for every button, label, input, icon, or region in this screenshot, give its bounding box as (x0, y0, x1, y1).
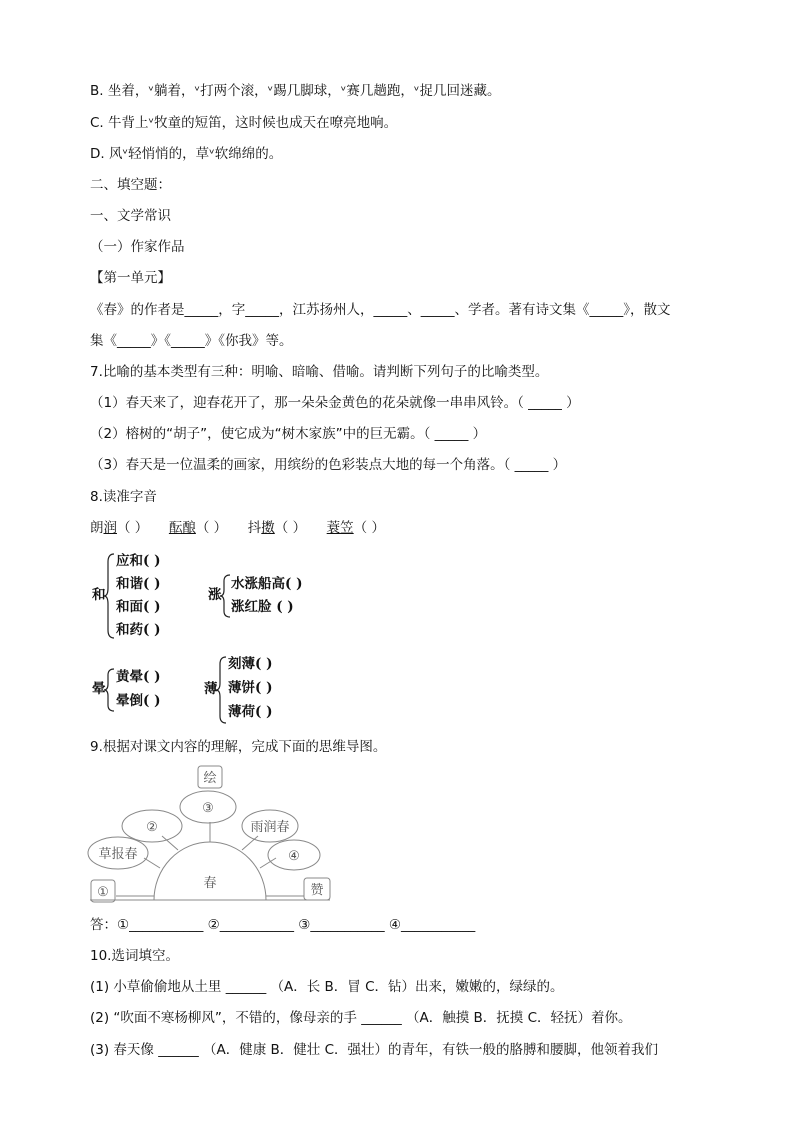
question-9: 9.根据对课文内容的理解，完成下面的思维导图。 (90, 739, 387, 755)
bracket-bao-char: 薄 (204, 681, 218, 697)
section-fill-blank: 二、填空题： (90, 177, 171, 193)
question-7: 7.比喻的基本类型有三种：明喻、暗喻、借喻。请判断下列句子的比喻类型。 (90, 364, 549, 380)
author-line-1: 《春》的作者是_____，字_____，江苏扬州人，_____、_____、学者。著有诗文集《_____》，散文 (90, 302, 671, 318)
word-3a: 抖 (247, 520, 262, 536)
mind-map-n2: ② (146, 820, 158, 835)
blank-2: （ ） (195, 520, 228, 536)
mind-map-center-label: 春 (203, 876, 217, 891)
bracket-yun-char: 晕 (92, 681, 106, 697)
subsection-works: （一）作家作品 (90, 239, 185, 255)
bracket-bao-item-1: 刻薄( ) (228, 656, 273, 672)
bracket-zhang-item-1: 水涨船高( ) (231, 576, 303, 592)
question-8: 8.读准字音 (90, 489, 157, 505)
mind-map-n4: ④ (288, 849, 300, 864)
word-1a: 朗 (90, 520, 104, 536)
bracket-he-char: 和 (92, 587, 106, 603)
option-d: D. 风ᵛ轻悄悄的，草ᵛ软绵绵的。 (90, 146, 283, 162)
author-line-2: 集《_____》《_____》《你我》等。 (90, 333, 293, 349)
question-7-3: （3）春天是一位温柔的画家，用缤纷的色彩装点大地的每一个角落。（ _____ ） (90, 457, 567, 473)
bracket-he-item-3: 和面( ) (116, 599, 161, 615)
bracket-zhang-char: 涨 (208, 587, 222, 603)
bracket-zhang-item-2: 涨红脸 ( ) (231, 599, 294, 615)
question-10: 10.选词填空。 (90, 948, 179, 964)
mind-map-right-label: 赞 (310, 883, 324, 898)
blank-4: （ ） (353, 520, 385, 536)
bracket-bao-item-3: 薄荷( ) (228, 704, 273, 720)
mind-map-semicircle (154, 842, 266, 900)
bracket-he-item-1: 应和( ) (116, 553, 161, 569)
option-b: B. 坐着，ᵛ躺着，ᵛ打两个滚，ᵛ踢几脚球，ᵛ赛几趟跑，ᵛ捉几回迷藏。 (90, 83, 501, 99)
section-literature: 一、文学常识 (90, 208, 171, 224)
blank-3: （ ） (274, 520, 307, 536)
question-7-1: （1）春天来了，迎春花开了，那一朵朵金黄色的花朵就像一串串风铃。（ _____ ） (90, 395, 580, 411)
question-7-2: （2）榕树的“胡子”，使它成为“树木家族”中的巨无霸。（ _____ ） (90, 426, 487, 442)
mind-map-top-label: 绘 (203, 771, 217, 786)
bracket-yun-item-1: 黄晕( ) (116, 669, 161, 685)
unit-heading: 【第一单元】 (90, 270, 171, 286)
question-10-3: (3) 春天像 ______ （A．健康 B．健壮 C．强壮）的青年，有铁一般的胳膊和腰脚，他领着我们 (90, 1042, 659, 1058)
mind-map-n3: ③ (202, 801, 214, 816)
mind-map-left-label: 草报春 (98, 847, 138, 862)
question-10-1: (1) 小草偷偷地从土里 ______ （A．长 B．冒 C．钻）出来，嫩嫩的，绿绿的。 (90, 979, 564, 995)
question-9-answer: 答：①___________ ②___________ ③___________ ④___________ (90, 917, 476, 933)
question-10-2: (2) “吹面不寒杨柳风”，不错的，像母亲的手 ______ （A．触摸 B．抚摸 C．轻抚）着你。 (90, 1010, 632, 1026)
bracket-he-item-2: 和谐( ) (116, 576, 161, 592)
blank-1: （ ） (117, 520, 149, 536)
bracket-yun-item-2: 晕倒( ) (116, 693, 161, 709)
word-4: 蓑笠 (326, 520, 354, 536)
word-2: 酝酿 (168, 520, 196, 536)
word-3b: 擞 (261, 520, 275, 536)
mind-map-n1: ① (97, 885, 109, 900)
mind-map-right-top-label: 雨润春 (250, 820, 290, 835)
option-c: C. 牛背上ᵛ牧童的短笛，这时候也成天在嘹亮地响。 (90, 115, 398, 131)
bracket-bao-item-2: 薄饼( ) (228, 680, 273, 696)
word-1b: 润 (103, 520, 117, 536)
bracket-he-item-4: 和药( ) (116, 622, 161, 638)
